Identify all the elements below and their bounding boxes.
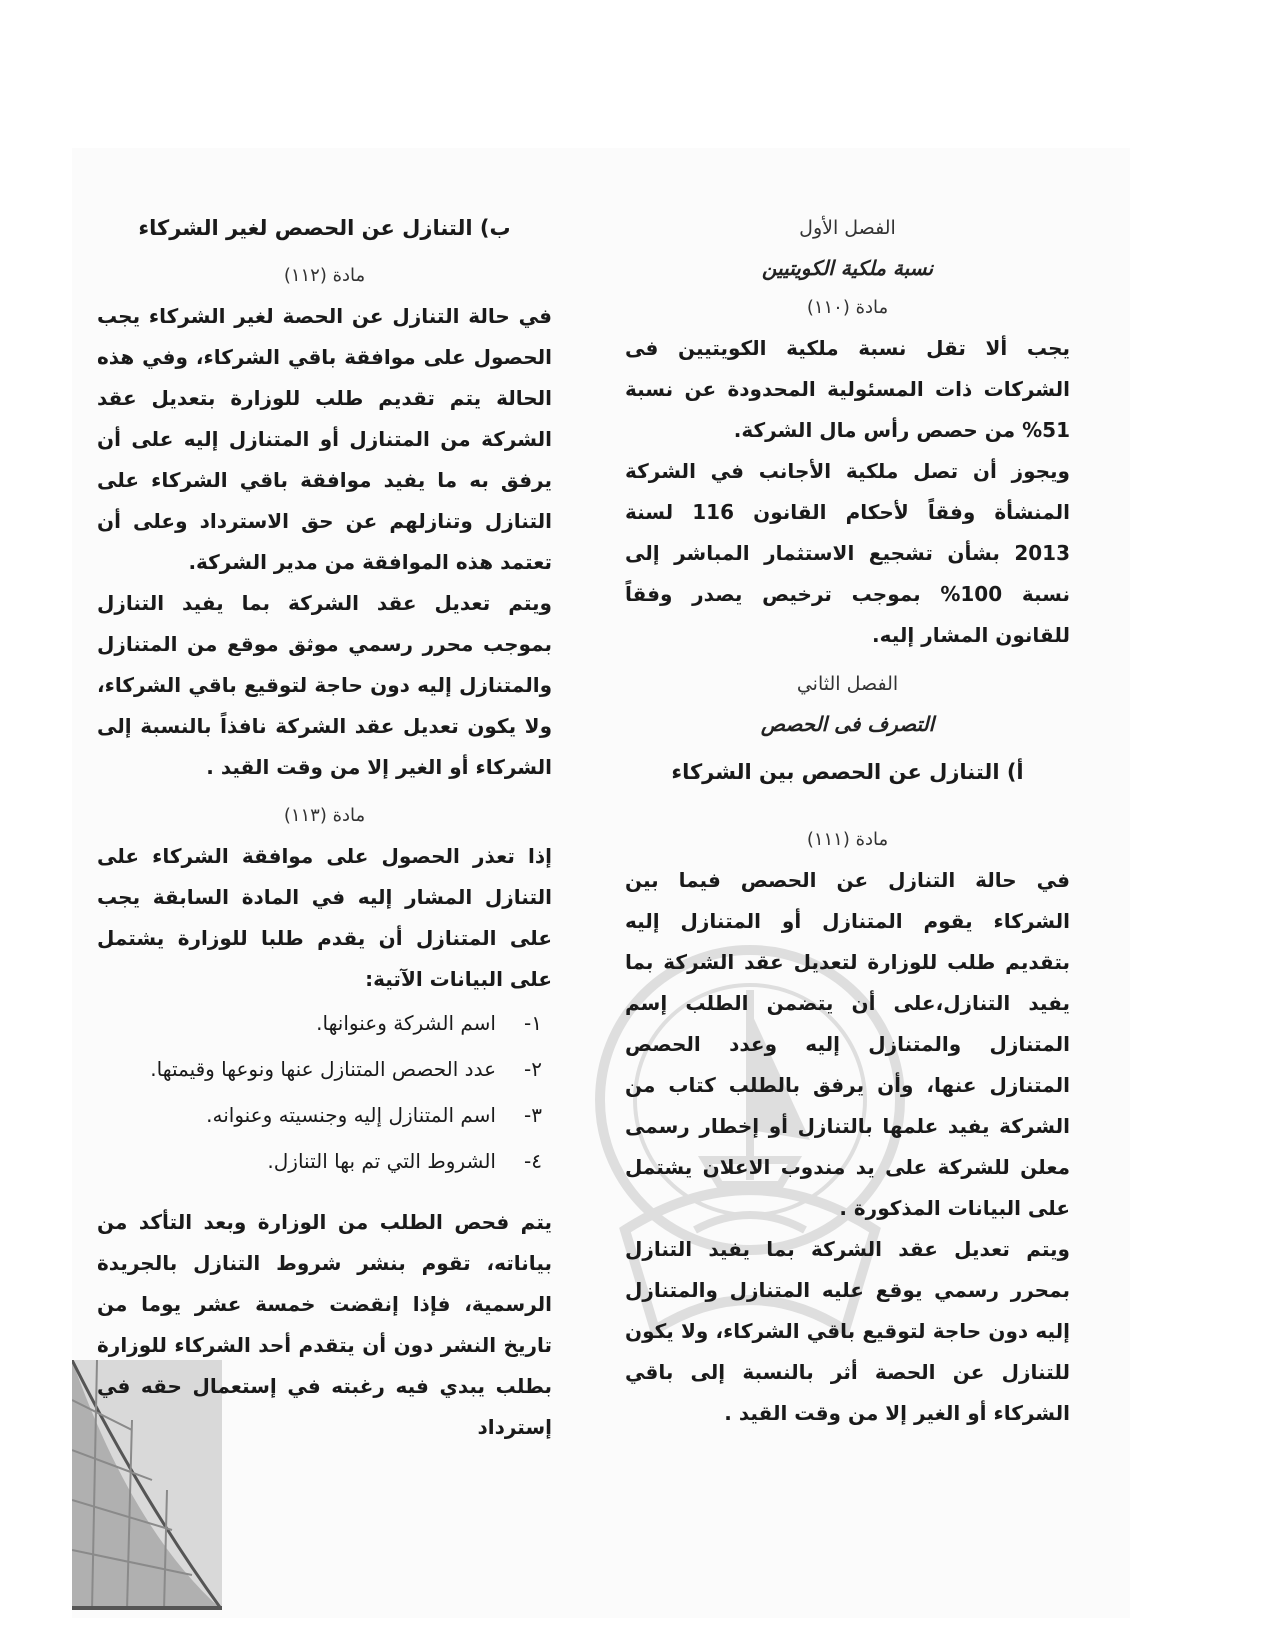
- article-112-paragraph-1: في حالة التنازل عن الحصة لغير الشركاء يجب الحصول على موافقة باقي الشركاء، وفي هذه الحالة يتم تقديم طلب للوزارة بتعديل عقد الشركة من المتنازل أو المتنازل إليه على أن يرفق به ما يفيد موافقة باقي الشركاء على التنازل وتنازلهم عن حق الاسترداد وعلى أن تعتمد هذه الموافقة من مدير الشركة.: [97, 304, 552, 574]
- article-112-label: مادة (١١٢): [283, 265, 366, 286]
- list-item: ١- اسم الشركة وعنوانها.: [316, 1011, 542, 1035]
- right-column: [625, 208, 1070, 1434]
- article-111-paragraph-2: ويتم تعديل عقد الشركة بما يفيد التنازل بمحرر رسمي يوقع عليه المتنازل والمتنازل إليه دون حاجة لتوقيع باقي الشركاء، ولا يكون للتنازل عن الحصة أثر بالنسبة إلى باقي الشركاء أو الغير إلا من وقت القيد .: [625, 1237, 1070, 1425]
- article-110-paragraph-2: ويجوز أن تصل ملكية الأجانب في الشركة المنشأة وفقاً لأحكام القانون 116 لسنة 2013 بشأن تشجيع الاستثمار المباشر إلى نسبة 100% بموجب ترخيص يصدر وفقاً للقانون المشار إليه.: [625, 459, 1070, 647]
- article-113-label: مادة (١١٣): [283, 805, 366, 826]
- article-110-label: مادة (١١٠): [806, 297, 889, 318]
- article-110-paragraph-1: يجب ألا تقل نسبة ملكية الكويتيين فى الشركات ذات المسئولية المحدودة عن نسبة 51% من حصص رأس مال الشركة.: [625, 336, 1070, 442]
- chapter1-title: الفصل الأول: [799, 217, 896, 239]
- left-column: [97, 208, 552, 1448]
- chapter1-subtitle: نسبة ملكية الكويتيين: [761, 256, 934, 280]
- article-113-paragraph-1: إذا تعذر الحصول على موافقة الشركاء على التنازل المشار إليه في المادة السابقة يجب على المتنازل أن يقدم طلبا للوزارة يشتمل على البيانات الآتية:: [97, 844, 552, 991]
- article-111-paragraph-1: في حالة التنازل عن الحصص فيما بين الشركاء يقوم المتنازل أو المتنازل إليه بتقديم طلب للوزارة لتعديل عقد الشركة بما يفيد التنازل،على أن يتضمن الطلب إسم المتنازل والمتنازل إليه وعدد الحصص المتنازل عنها، وأن يرفق بالطلب كتاب من الشركة يفيد علمها بالتنازل أو إخطار رسمى معلن للشركة على يد مندوب الاعلان يشتمل على البيانات المذكورة .: [625, 868, 1070, 1220]
- article-113-list: [97, 1000, 552, 1184]
- chapter2-subtitle: التصرف فى الحصص: [760, 712, 935, 736]
- article-112-paragraph-2: ويتم تعديل عقد الشركة بما يفيد التنازل بموجب محرر رسمي موثق موقع من المتنازل والمتنازل إليه دون حاجة لتوقيع باقي الشركاء، ولا يكون تعديل عقد الشركة نافذاً بالنسبة إلى الشركاء أو الغير إلا من وقت القيد .: [97, 591, 552, 779]
- list-item: ٢- عدد الحصص المتنازل عنها ونوعها وقيمتها.: [150, 1057, 542, 1081]
- list-item: ٣- اسم المتنازل إليه وجنسيته وعنوانه.: [206, 1103, 542, 1127]
- article-111-label: مادة (١١١): [806, 829, 889, 850]
- section-a-title: أ) التنازل عن الحصص بين الشركاء: [671, 760, 1024, 784]
- chapter2-title: الفصل الثاني: [796, 673, 899, 695]
- section-b-title: ب) التنازل عن الحصص لغير الشركاء: [138, 216, 511, 240]
- article-113-paragraph-2: يتم فحص الطلب من الوزارة وبعد التأكد من بياناته، تقوم بنشر شروط التنازل بالجريدة الرسمية، فإذا إنقضت خمسة عشر يوما من تاريخ النشر دون أن يتقدم أحد الشركاء للوزارة بطلب يبدي فيه رغبته في إستعمال حقه في إسترداد: [97, 1210, 552, 1439]
- list-item: ٤- الشروط التي تم بها التنازل.: [267, 1149, 542, 1173]
